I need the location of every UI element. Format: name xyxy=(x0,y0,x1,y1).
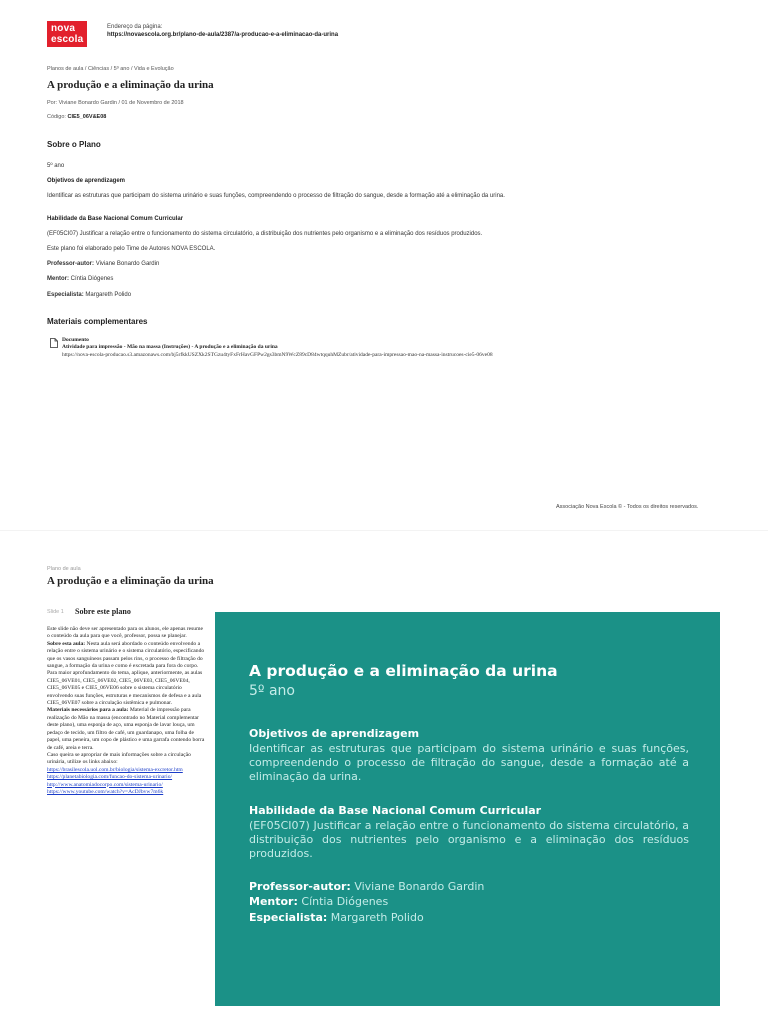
plan-code xyxy=(47,113,106,121)
notes-links-intro: Caso queira se apropriar de mais informações sobre a circulação urinária, utilize os links abaixo: xyxy=(47,751,191,766)
specialist-label: Especialista: xyxy=(47,292,84,298)
slide-bncc-text: (EF05CI07) Justificar a relação entre o funcionamento do sistema circulatório, a distribuição dos nutrientes pelo organismo e a eliminação dos resíduos produzidos. xyxy=(249,819,689,860)
page-title: A produção e a eliminação da urina xyxy=(47,79,214,91)
slide-specialist-name: Margareth Polido xyxy=(330,911,424,924)
professor-line xyxy=(47,260,159,268)
objectives-label: Objetivos de aprendizagem xyxy=(47,178,126,184)
specialist-name: Margareth Polido xyxy=(85,292,132,298)
materials-heading: Materiais complementares xyxy=(47,317,148,326)
material-name[interactable]: Atividade para impressão - Mão na massa (Instruções) - A produção e a eliminação da urina xyxy=(62,344,278,350)
bncc-label: Habilidade da Base Nacional Comum Curricular xyxy=(47,216,184,222)
logo-line-1: nova xyxy=(51,23,76,34)
slide-title: Sobre este plano xyxy=(75,607,131,616)
slide-objectives-heading: Objetivos de aprendizagem xyxy=(249,727,420,740)
nova-escola-logo[interactable] xyxy=(47,21,87,47)
material-type: Documento xyxy=(62,337,89,343)
address-url[interactable]: https://novaescola.org.br/plano-de-aula/2387/a-producao-e-a-eliminacao-da-urina xyxy=(107,32,339,38)
objectives-text: Identificar as estruturas que participam do sistema urinário e suas funções, compreendendo o processo de filtração do sangue, desde a formação até a eliminação da urina. xyxy=(47,193,505,199)
mentor-name: Cíntia Diógenes xyxy=(70,276,114,282)
notes-link-2[interactable]: https://planetabiologia.com/funcao-do-sistema-urinario/ xyxy=(47,774,173,781)
mentor-line xyxy=(47,275,113,283)
notes-link-1[interactable]: https://brasilescola.uol.com.br/biologia/sistema-excretor.htm xyxy=(47,766,183,773)
breadcrumb[interactable]: Planos de aula / Ciências / 5º ano / Vida e Evolução xyxy=(47,66,174,72)
slide-mentor-name: Cíntia Diógenes xyxy=(301,895,389,908)
slide-professor-label: Professor-autor: xyxy=(249,880,351,893)
grade-text: 5º ano xyxy=(47,163,65,169)
notes-link-3[interactable]: http://www.anatomiadocorpo.com/sistema-urinario/ xyxy=(47,781,163,788)
slide-specialist xyxy=(249,911,424,924)
code-value: CIE5_06V&E08 xyxy=(67,114,107,120)
slide-mentor xyxy=(249,895,388,908)
notes-about xyxy=(47,641,205,708)
slide-notes xyxy=(47,626,205,796)
slide-preview xyxy=(215,612,720,1006)
page-separator xyxy=(0,530,768,531)
notes-materials-label: Materiais necessários para a aula: xyxy=(47,707,129,714)
notes-about-text: Nesta aula será abordado o conteúdo envolvendo a relação entre o sistema urinário e o sistema circulatório, especificando que os vasos sanguíneos passam pelos rins, o processo de filtração do sangue, a formação da urina e como é excretada para fora do corpo. Para maior aprofundamento do tema, aplique, anteriormente, as aulas CIE5_06VE01, CIE5_06VE02, CIE5_06VE03, CIE5_06VE04, CIE5_06VE05 e CIE5_06VE06 sobre o sistema circulatório envolvendo suas funções, estruturas e mecanismos de defesa e a aula CIE5_06VE07 sobre a circulação sistêmica e pulmonar. xyxy=(47,640,205,707)
plan-label: Plano de aula xyxy=(47,566,81,572)
footer-copyright: Associação Nova Escola © - Todos os direitos reservados. xyxy=(556,504,699,510)
notes-about-label: Sobre esta aula: xyxy=(47,640,86,647)
professor-name: Viviane Bonardo Gardin xyxy=(95,261,160,267)
logo-line-2: escola xyxy=(51,34,84,45)
address-label: Endereço da página: xyxy=(107,24,163,30)
notes-intro: Este slide não deve ser apresentado para os alunos, ele apenas resume o conteúdo da aula para que você, professor, possa se planejar. xyxy=(47,626,203,640)
slide-grade: 5º ano xyxy=(249,683,295,699)
slide-main-title: A produção e a eliminação da urina xyxy=(249,662,558,680)
slide-number: Slide 1 xyxy=(47,609,64,615)
slide-objectives-text: Identificar as estruturas que participam do sistema urinário e suas funções, compreendendo o processo de filtração do sangue, desde a formação até a eliminação da urina. xyxy=(249,742,689,783)
authors-note: Este plano foi elaborado pelo Time de Autores NOVA ESCOLA. xyxy=(47,246,216,252)
material-url[interactable]: https://nova-escola-producao.s3.amazonaws.com/bj5rfkkUSZXk2STGzu4tyFxFrHavGFPw2gs3bmN9WcZ89cD84wtqquhMZubr/atividade-para-impressao-mao-na-massa-instrucoes-cie5-06ve08 xyxy=(62,352,493,358)
document-icon xyxy=(50,338,58,348)
slide-professor-name: Viviane Bonardo Gardin xyxy=(354,880,485,893)
author-date: Por: Viviane Bonardo Gardin / 01 de Novembro de 2018 xyxy=(47,100,184,106)
slide-professor xyxy=(249,880,484,893)
plan-title: A produção e a eliminação da urina xyxy=(47,575,214,587)
notes-materials xyxy=(47,707,205,751)
specialist-line xyxy=(47,291,131,299)
code-label: Código: xyxy=(47,114,66,120)
notes-link-4[interactable]: https://www.youtube.com/watch?v=AcDJbvw7m6k xyxy=(47,788,164,795)
slide-mentor-label: Mentor: xyxy=(249,895,298,908)
slide-bncc-heading: Habilidade da Base Nacional Comum Curricular xyxy=(249,804,542,817)
professor-label: Professor-autor: xyxy=(47,261,95,267)
bncc-text: (EF05CI07) Justificar a relação entre o funcionamento do sistema circulatório, a distribuição dos nutrientes pelo organismo e a eliminação dos resíduos produzidos. xyxy=(47,231,483,237)
slide-specialist-label: Especialista: xyxy=(249,911,328,924)
notes-materials-text: Material de impressão para realização do Mão na massa (encontrado no Material complementar deste plano), uma esponja de aço, uma esponja de lavar louça, um pedaço de tecido, um filtro de café, um guardanapo, uma folha de papel, uma peneira, um copo de plástico e uma garrafa contendo borra de café, areia e terra. xyxy=(47,707,205,751)
about-heading: Sobre o Plano xyxy=(47,140,101,149)
mentor-label: Mentor: xyxy=(47,276,69,282)
